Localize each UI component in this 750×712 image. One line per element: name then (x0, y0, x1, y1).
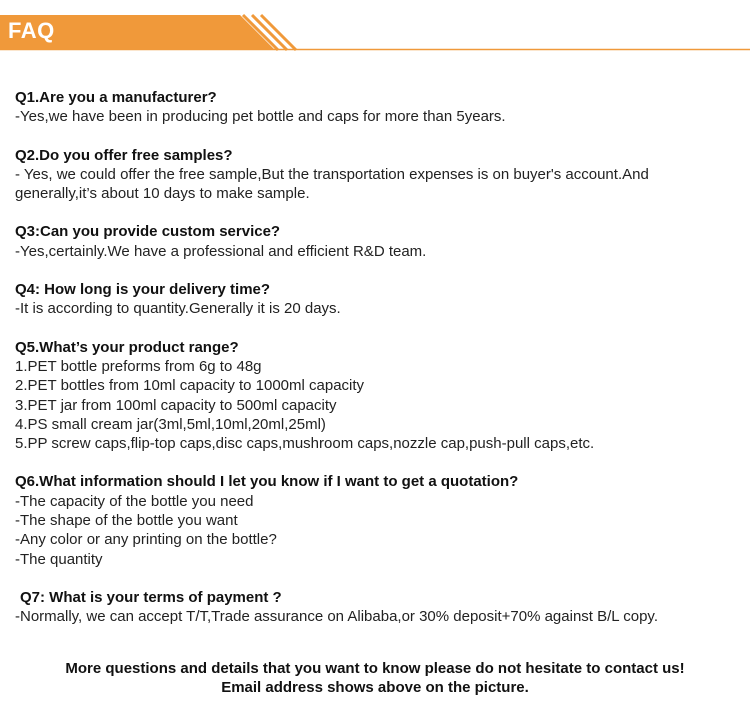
faq-item-q5 (15, 338, 740, 454)
faq-answer-line: -Normally, we can accept T/T,Trade assurance on Alibaba,or 30% deposit+70% against B/L copy. (15, 608, 658, 626)
faq-question: Q2.Do you offer free samples? (15, 146, 233, 164)
faq-answer-line: 4.PS small cream jar(3ml,5ml,10ml,20ml,25ml) (15, 415, 326, 433)
faq-answer-line: -Yes,certainly.We have a professional and efficient R&D team. (15, 242, 427, 260)
faq-question: Q1.Are you a manufacturer? (15, 89, 217, 106)
faq-question: Q5.What’s your product range? (15, 338, 239, 356)
faq-question: Q6.What information should I let you know if I want to get a quotation? (15, 473, 519, 491)
faq-item-q4 (15, 280, 740, 319)
closing-line-contact: More questions and details that you want to know please do not hesitate to contact us! (65, 660, 685, 677)
faq-item-q1 (15, 88, 740, 127)
faq-answer-line: -The shape of the bottle you want (15, 512, 238, 530)
faq-item-q2 (15, 146, 740, 204)
faq-answer-line: 3.PET jar from 100ml capacity to 500ml capacity (15, 396, 337, 414)
faq-item-q6 (15, 472, 740, 568)
faq-answer-line: -Any color or any printing on the bottle? (15, 531, 277, 549)
faq-question: Q7: What is your terms of payment ? (20, 588, 282, 606)
faq-question: Q4: How long is your delivery time? (15, 281, 271, 299)
faq-answer-line: generally,it’s about 10 days to make sample. (15, 185, 310, 203)
closing-note (0, 659, 750, 697)
faq-title: FAQ (8, 18, 55, 43)
faq-answer-line: -It is according to quantity.Generally it is 20 days. (15, 300, 341, 318)
faq-answer-line: 1.PET bottle preforms from 6g to 48g (15, 357, 262, 375)
faq-list (15, 88, 740, 627)
header-banner-graphic (0, 0, 750, 60)
faq-answer-line: 2.PET bottles from 10ml capacity to 1000ml capacity (15, 377, 365, 395)
faq-question: Q3:Can you provide custom service? (15, 223, 281, 241)
faq-header-banner (0, 0, 750, 60)
faq-answer-line: -Yes,we have been in producing pet bottle and caps for more than 5years. (15, 108, 506, 126)
faq-answer-line: 5.PP screw caps,flip-top caps,disc caps,mushroom caps,nozzle cap,push-pull caps,etc. (15, 435, 595, 453)
faq-answer-line: -The quantity (15, 550, 103, 568)
closing-line-email: Email address shows above on the picture. (221, 679, 529, 696)
faq-answer-line: - Yes, we could offer the free sample,But the transportation expenses is on buyer's account.And (15, 165, 649, 183)
faq-item-q3 (15, 222, 740, 261)
faq-answer-line: -The capacity of the bottle you need (15, 492, 254, 510)
faq-item-q7 (15, 588, 740, 627)
